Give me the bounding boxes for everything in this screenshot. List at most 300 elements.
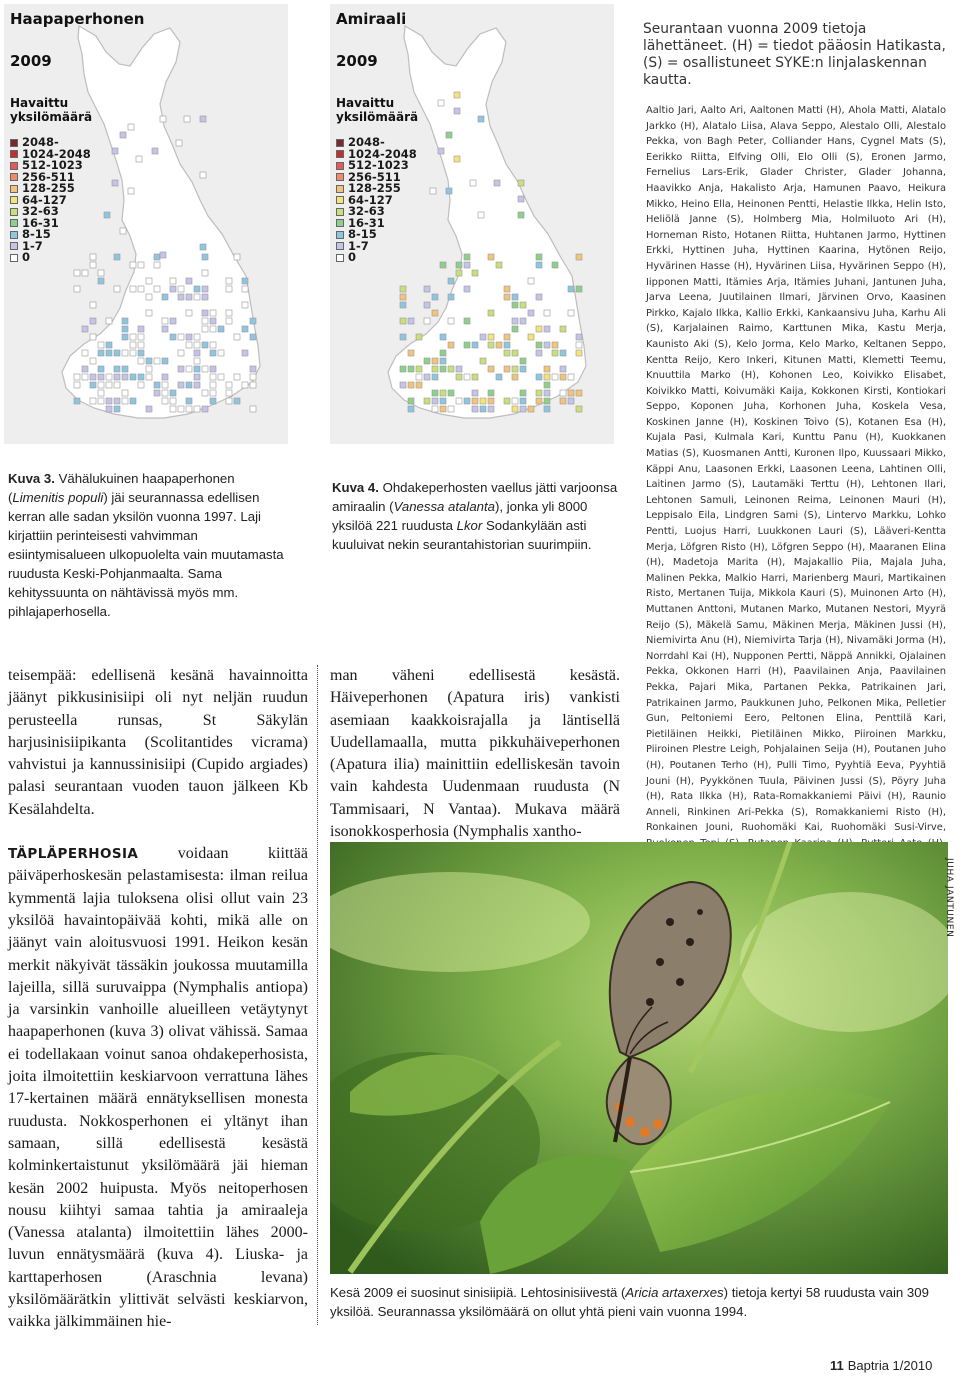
grid-cell	[432, 374, 438, 380]
grid-cell	[178, 350, 184, 356]
grid-cell	[130, 342, 136, 348]
grid-cell	[424, 318, 430, 324]
grid-cell	[202, 366, 208, 372]
grid-cell	[560, 398, 566, 404]
grid-cell	[162, 390, 168, 396]
photo-credit: JUHA JANTUNEN	[944, 858, 954, 938]
grid-cell	[250, 406, 256, 412]
grid-cell	[98, 342, 104, 348]
legend-swatch	[10, 162, 18, 170]
grid-cell	[448, 342, 454, 348]
grid-cell	[518, 196, 524, 202]
grid-cell	[432, 398, 438, 404]
grid-cell	[122, 318, 128, 324]
legend-label: 2048-	[22, 135, 59, 149]
legend-label: 0	[348, 250, 357, 264]
grid-cell	[106, 382, 112, 388]
grid-cell	[226, 390, 232, 396]
paragraph: teisempää: edellisenä kesänä havainnoitta jäänyt pikkusinisiipi oli nyt neljän ruudun perusteella runsas, St Säkylän harjusinisiipikanta (Scolitantides vicrama) vahvistui ja kannussinisiipi (Cupido argiades) palasi seurantaan vuoden tauon jälkeen Kb Kesälahdelta.	[8, 667, 308, 818]
grid-cell	[400, 294, 406, 300]
grid-cell	[536, 390, 542, 396]
grid-cell	[146, 278, 152, 284]
grid-cell	[194, 334, 200, 340]
grid-cell	[122, 390, 128, 396]
grid-cell	[488, 406, 494, 412]
grid-cell	[114, 286, 120, 292]
grid-cell	[464, 398, 470, 404]
grid-cell	[74, 382, 80, 388]
grid-cell	[162, 294, 168, 300]
grid-cell	[424, 398, 430, 404]
grid-cell	[440, 390, 446, 396]
grid-cell	[114, 398, 120, 404]
grid-cell	[138, 334, 144, 340]
grid-cell	[440, 350, 446, 356]
grid-cell	[520, 302, 526, 308]
grid-cell	[170, 334, 176, 340]
grid-cell	[162, 326, 168, 332]
caption-text: ), jonka yli 8000 yksilöä 221 ruudusta	[332, 499, 588, 533]
legend-heading: Havaittu yksilömäärä	[10, 96, 93, 124]
grid-cell	[576, 390, 582, 396]
grid-cell	[202, 310, 208, 316]
grid-cell	[424, 302, 430, 308]
grid-cell	[138, 374, 144, 380]
grid-cell	[520, 398, 526, 404]
grid-cell	[242, 382, 248, 388]
grid-cell	[544, 366, 550, 372]
grid-cell	[536, 294, 542, 300]
grid-cell	[488, 334, 494, 340]
legend-swatch	[336, 173, 344, 181]
species-name: Aricia artaxerxes	[625, 1285, 724, 1300]
species-name: Limenitis populi	[12, 490, 104, 505]
grid-cell	[152, 148, 158, 154]
grid-cell	[480, 406, 486, 412]
grid-cell	[130, 286, 136, 292]
map-year: 2009	[336, 52, 378, 70]
grid-cell	[448, 366, 454, 372]
grid-cell	[90, 374, 96, 380]
grid-cell	[448, 318, 454, 324]
grid-cell	[430, 188, 436, 194]
grid-cell	[176, 140, 182, 146]
grid-cell	[480, 334, 486, 340]
grid-cell	[440, 334, 446, 340]
legend-label: 1024-2048	[22, 146, 91, 161]
grid-cell	[454, 92, 460, 98]
grid-cell	[568, 374, 574, 380]
grid-cell	[488, 390, 494, 396]
paragraph: man väheni edellisestä kesästä. Häiveperhonen (Apatura iris) vankisti asemiaan kaakkoisrajalla ja läntisellä Uudellamaalla, mutta pikkuhäiveperhonen (Apatura ilia) mainittiin edelliskesän tavoin vain kahdesta Uudenmaan ruudusta (N Tammisaari, N Vantaa). Mukava määrä isonokkosperhosia (Nymphalis xantho-	[330, 667, 620, 841]
grid-cell	[170, 406, 176, 412]
grid-cell	[194, 406, 200, 412]
grid-cell	[194, 374, 200, 380]
grid-cell	[432, 390, 438, 396]
grid-cell	[170, 286, 176, 292]
grid-cell	[114, 406, 120, 412]
caption-text: ) jäi seurannassa edellisen kerran alle sadan yksilön vuonna 1997. Laji kirjattiin perinteisesti vahvimman esiintymisalueen ulkopuolelta vain muutamasta ruudusta Keski-Pohjanmaalta. Sama kehityssuunta on nähtävissä myös mm. pihlajaperhosella.	[8, 490, 284, 619]
grid-cell	[552, 342, 558, 348]
grid-cell	[568, 310, 574, 316]
grid-cell	[424, 374, 430, 380]
grid-cell	[186, 398, 192, 404]
grid-cell	[112, 148, 118, 154]
grid-cell	[210, 374, 216, 380]
grid-cell	[200, 172, 206, 178]
grid-cell	[504, 334, 510, 340]
legend-swatch	[336, 231, 344, 239]
grid-cell	[400, 334, 406, 340]
grid-cell	[98, 270, 104, 276]
grid-cell	[186, 310, 192, 316]
grid-cell	[528, 278, 534, 284]
grid-cell	[472, 342, 478, 348]
grid-cell	[162, 398, 168, 404]
grid-cell	[536, 326, 542, 332]
grid-cell	[186, 334, 192, 340]
legend-label: 16-31	[348, 215, 385, 230]
grid-cell	[154, 254, 160, 260]
grid-cell	[162, 382, 168, 388]
legend-heading: Havaittu yksilömäärä	[336, 96, 419, 124]
caption-text: Vähälukuinen haapaperhonen (	[8, 471, 235, 505]
grid-cell	[138, 358, 144, 364]
grid-cell	[210, 366, 216, 372]
grid-cell	[202, 270, 208, 276]
grid-cell	[74, 398, 80, 404]
legend-swatch	[10, 219, 18, 227]
legend-swatch	[10, 208, 18, 216]
grid-cell	[520, 406, 526, 412]
grid-cell	[234, 374, 240, 380]
grid-cell	[234, 334, 240, 340]
grid-cell	[114, 382, 120, 388]
contributors-heading: Seurantaan vuonna 2009 tietoja lähettäneet. (H) = tiedot pääosin Hatikasta, (S) = osallistuneet SYKE:n linjalaskennan kautta.	[643, 21, 946, 88]
grid-cell	[504, 286, 510, 292]
grid-cell	[130, 334, 136, 340]
legend-item	[336, 252, 417, 264]
grid-cell	[576, 342, 582, 348]
legend-label: 512-1023	[348, 158, 409, 172]
grid-cell	[568, 390, 574, 396]
grid-cell	[154, 262, 160, 268]
caption-label: Kuva 3.	[8, 471, 55, 486]
legend-label: 16-31	[22, 215, 59, 230]
grid-cell	[576, 406, 582, 412]
grid-cell	[544, 390, 550, 396]
grid-cell	[464, 286, 470, 292]
grid-cell	[464, 254, 470, 260]
grid-cell	[122, 350, 128, 356]
grid-cell	[186, 342, 192, 348]
page-number: 11	[830, 1358, 844, 1373]
grid-cell	[464, 262, 470, 268]
grid-cell	[130, 398, 136, 404]
legend-label: 0	[22, 250, 31, 264]
grid-cell	[162, 318, 168, 324]
grid-cell	[480, 358, 486, 364]
grid-cell	[178, 286, 184, 292]
grid-cell	[464, 342, 470, 348]
grid-cell	[250, 374, 256, 380]
grid-cell	[552, 262, 558, 268]
legend-swatch	[336, 162, 344, 170]
grid-cell	[194, 366, 200, 372]
grid-cell	[488, 398, 494, 404]
grid-cell	[82, 270, 88, 276]
grid-cell	[194, 350, 200, 356]
grid-cell	[146, 294, 152, 300]
grid-cell	[112, 180, 118, 186]
grid-cell	[520, 390, 526, 396]
contributors-list: Aaltio Jari, Aalto Ari, Aaltonen Matti (H), Ahola Matti, Alatalo Jarkko (H), Alatalo Liisa, Alava Seppo, Alestalo Olli, Alestalo Pekka, von Bagh Peter, Colliander Hans, Cygnel Mats (S), Eerikko Riitta, Elfving Olli, Elo Olli (S), Eronen Jarmo, Fernelius Lars-Erik, Glader Christer, Glader Johanna, Haavikko Anja, Hakalisto Arja, Hamunen Paavo, Heikura Mikko, Heino Ella, Heinonen Pentti, Helastie Ilkka, Helin Isto, Heliölä Janne (S), Holmberg Mia, Holmiluoto Ari (H), Horneman Risto, Hotanen Riitta, Huhtanen Jarmo, Hyttinen Erkki, Hyttinen Juha, Hyttinen Kaarina, Hytönen Reijo, Hyvärinen Hasse (H), Hyvärinen Liisa, Hyvärinen Seppo (H), Iipponen Matti, Itämies Arja, Itämies Juhani, Jantunen Juha, Jarva Leena, Juutilainen Ilmari, Järvinen Orvo, Kaasinen Pirkko, Kajalo Ilkka, Kallio Erkki, Kankaansivu Juha, Karhu Ali (S), Karjalainen Raimo, Karttunen Mika, Kastu Merja, Kaunisto Aki (S), Kelo Jorma, Kelo Marko, Keltanen Seppo, Kentta Reijo, Kero Inkeri, Kitunen Matti, Klemetti Teemu, Knuuttila Marko (H), Kohonen Leo, Koivikko Elisabet, Koivikko Matti, Koivumäki Kaija, Kokkonen Kirsti, Kontiokari Seppo, Koponen Juha, Korhonen Juha, Koskela Vesa, Koskinen Janne (H), Koskinen Toivo (S), Kotanen Esa (H), Kujala Pasi, Kulmala Kari, Kunttu Panu (H), Kuokkanen Matias (S), Kuosmanen Antti, Kuronen Ilpo, Kuussaari Mikko, Käppi Anu, Laasonen Erkki, Laasonen Leena, Lahtinen Olli, Laitinen Jarmo (S), Lautamäki Terttu (H), Lehtonen Ilari, Lehtonen Samuli, Leinonen Reima, Leinonen Mauri (H), Leppisalo Eila, Lindgren Sami (S), Lintervo Markku, Lohko Pentti, Luojus Harri, Luukkonen Lauri (S), Lääveri-Kentta Merja, Löfgren Risto (H), Löfgren Seppo (H), Maaranen Elina (H), Madetoja Marita (H), Majakallio Piia, Majala Juha, Malinen Pekka, Malkio Harri, Marienberg Mauri, Martikainen Risto, Mertanen Tuija, Mikkola Kauri (S), Muinonen Arto (H), Muttanen Anttoni, Mutanen Marko, Mutanen Nestori, Myyrä Reijo (S), Mäkelä Samu, Mäkinen Merja, Mäkinen Jussi (H), Niemivirta Anu (H), Niemivirta Tarja (H), Nivamäki Jorma (H), Norrdahl Kai (H), Nupponen Pertti, Näppä Annikki, Ojalainen Pekka, Okkonen Harri (H), Paavilainen Anja, Paavilainen Pekka, Pajari Mika, Partanen Pekka, Patrikainen Jari, Patrikainen Jarmo, Paukkunen Juho, Pelkonen Mika, Pelletier Gun, Peltoniemi Eero, Peltonen Elina, Penttilä Kari, Pietiläinen Heikki, Pietiläinen Mikko, Piiroinen Markku, Piiroinen Plestre Leigh, Pohjalainen Seija (H), Poutanen Juho (H), Poutanen Terho (H), Pulli Timo, Pyyhtiä Eeva, Pyyhtiä Jouni (H), Pyykkönen Tuula, Päivinen Jussi (S), Pöyry Juha (H), Rata Ilkka (H), Rata-Romakkaniemi Päivi (H), Raunio Anneli, Rinkinen Ari-Pekka (S), Romakkaniemi Risto (H), Ronkainen Jouni, Ruohomäki Kai, Ruohomäki Susi-Virve,	[646, 105, 946, 834]
grid-cell	[138, 382, 144, 388]
grid-cell	[544, 406, 550, 412]
grid-cell	[202, 318, 208, 324]
grid-cell	[472, 374, 478, 380]
grid-cell	[454, 108, 460, 114]
grid-cell	[544, 310, 550, 316]
figure-caption-3	[8, 469, 290, 621]
map-title: Haapaperhonen	[10, 10, 145, 28]
grid-cell	[178, 406, 184, 412]
grid-cell	[154, 286, 160, 292]
grid-cell	[226, 318, 232, 324]
grid-cell	[138, 326, 144, 332]
grid-cell	[488, 342, 494, 348]
grid-cell	[122, 326, 128, 332]
legend-swatch	[10, 173, 18, 181]
grid-cell	[504, 366, 510, 372]
grid-cell	[90, 254, 96, 260]
grid-cell	[480, 398, 486, 404]
legend-label: 32-63	[22, 204, 59, 218]
legend-label: 256-511	[348, 169, 401, 184]
grid-cell	[446, 188, 452, 194]
caption-text: Sodankylään asti kuuluivat nekin seurantahistorian suurimpiin.	[332, 518, 592, 552]
grid-cell	[512, 326, 518, 332]
grid-cell	[448, 390, 454, 396]
grid-cell	[408, 382, 414, 388]
grid-cell	[106, 374, 112, 380]
grid-cell	[178, 334, 184, 340]
place-code: Lkor	[456, 518, 483, 533]
grid-cell	[518, 180, 524, 186]
grid-cell	[90, 262, 96, 268]
grid-cell	[576, 350, 582, 356]
caption-text: Kesä 2009 ei suosinut sinisiipiä. Lehtosinisiivestä (	[330, 1285, 626, 1300]
legend-swatch	[336, 219, 344, 227]
grid-cell	[456, 374, 462, 380]
grid-cell	[416, 334, 422, 340]
caption-label: Kuva 4.	[332, 480, 379, 495]
caption-text: Ohdakeperhosten vaellus jätti varjoonsa amiraalin (	[332, 480, 618, 514]
grid-cell	[106, 342, 112, 348]
grid-cell	[226, 382, 232, 388]
legend-label: 64-127	[348, 192, 393, 207]
grid-cell	[98, 366, 104, 372]
grid-cell	[202, 342, 208, 348]
grid-cell	[560, 374, 566, 380]
grid-cell	[202, 406, 208, 412]
grid-cell	[106, 318, 112, 324]
map-legend	[10, 137, 91, 264]
grid-cell	[202, 294, 208, 300]
grid-cell	[186, 294, 192, 300]
grid-cell	[512, 406, 518, 412]
grid-cell	[250, 318, 256, 324]
grid-cell	[128, 188, 134, 194]
grid-cell	[496, 262, 502, 268]
grid-cell	[472, 398, 478, 404]
grid-cell	[178, 366, 184, 372]
grid-cell	[400, 302, 406, 308]
grid-cell	[448, 294, 454, 300]
grid-cell	[98, 398, 104, 404]
grid-cell	[456, 270, 462, 276]
legend-swatch	[10, 150, 18, 158]
grid-cell	[90, 302, 96, 308]
grid-cell	[446, 132, 452, 138]
legend-swatch	[336, 254, 344, 262]
grid-cell	[512, 366, 518, 372]
grid-cell	[456, 366, 462, 372]
grid-cell	[186, 382, 192, 388]
grid-cell	[512, 302, 518, 308]
grid-cell	[440, 366, 446, 372]
grid-cell	[146, 358, 152, 364]
grid-cell	[74, 286, 80, 292]
grid-cell	[162, 358, 168, 364]
grid-cell	[138, 350, 144, 356]
grid-cell	[202, 254, 208, 260]
grid-cell	[226, 286, 232, 292]
grid-cell	[202, 326, 208, 332]
grid-cell	[114, 374, 120, 380]
grid-cell	[504, 350, 510, 356]
grid-cell	[138, 286, 144, 292]
grid-cell	[226, 398, 232, 404]
grid-cell	[544, 382, 550, 388]
legend-label: 256-511	[22, 169, 75, 184]
grid-cell	[568, 286, 574, 292]
paragraph-text: voidaan kiittää päiväperhoskesän pelastamisesta: ilman reilua kymmentä lajia tuloksena olisi ollut vain 23 yksilöä havaintopäivää kohti, mikä alle on jäänyt vain aloitusvuosi 1991. Heikon kesän merkit näkyivät tässäkin joukossa muutamilla lajeilla, sillä suruvaippa (Nymphalis antiopa) ja varsinkin vanhoille alueilleen vetäytynyt haapaperhonen (kuva 3) olivat vähissä. Samaa ei todellakaan voinut sanoa ohdakeperhosista, joita ilmoitettiin keskiarvoon verrattuna lähes 17-kertainen määrä ennätyksellisen monesta ruudusta. Nokkosperhonen ei yltänyt ihan samaan, sillä edellisestä kesästä kolminkertaistunut yksilömäärä jäi hieman kesän 2002 huipusta. Myös neitoperhosen nousu kiihtyi samaa tahtia ja amiraaleja (Vanessa atalanta) ilmoitettiin lähes 2000-luvun ennätysmäärä (kuva 4). Liuska- ja karttaperhosen (Araschnia levana) yksilömäärätkin ylittivät selvästi keskiarvon, vaikka jälkimmäinen hie-	[8, 845, 308, 1331]
legend-label: 128-255	[348, 181, 401, 195]
grid-cell	[138, 262, 144, 268]
legend-label: 8-15	[22, 227, 51, 241]
grid-cell	[146, 374, 152, 380]
grid-cell	[90, 382, 96, 388]
grid-cell	[90, 334, 96, 340]
legend-swatch	[336, 196, 344, 204]
journal-issue: Baptria 1/2010	[847, 1358, 933, 1373]
grid-cell	[400, 382, 406, 388]
grid-cell	[576, 334, 582, 340]
grid-cell	[440, 358, 446, 364]
grid-cell	[226, 278, 232, 284]
grid-cell	[560, 326, 566, 332]
grid-cell	[408, 350, 414, 356]
grid-cell	[504, 342, 510, 348]
grid-cell	[494, 180, 500, 186]
grid-cell	[512, 374, 518, 380]
grid-cell	[408, 406, 414, 412]
grid-cell	[122, 366, 128, 372]
legend-label: 1-7	[348, 238, 369, 253]
grid-cell	[114, 366, 120, 372]
grid-cell	[576, 286, 582, 292]
section-heading: TÄPLÄPERHOSIA	[8, 846, 139, 863]
grid-cell	[424, 358, 430, 364]
legend-swatch	[10, 242, 18, 250]
grid-cell	[552, 350, 558, 356]
grid-cell	[488, 254, 494, 260]
grid-cell	[488, 310, 494, 316]
grid-cell	[146, 406, 152, 412]
grid-cell	[536, 254, 542, 260]
grid-cell	[250, 366, 256, 372]
grid-cell	[568, 398, 574, 404]
grid-cell	[528, 406, 534, 412]
grid-cell	[74, 270, 80, 276]
grid-cell	[184, 116, 190, 122]
grid-cell	[512, 350, 518, 356]
legend-label: 128-255	[22, 181, 75, 195]
grid-cell	[470, 180, 476, 186]
grid-cell	[90, 358, 96, 364]
paragraph	[8, 843, 308, 1334]
grid-cell	[456, 262, 462, 268]
caption-text: ) tietoja kertyi 58 ruudusta vain 309 yksilöä. Seurannassa yksilömäärä on ollut yhtä pieni vain vuonna 1994.	[330, 1285, 929, 1319]
grid-cell	[178, 382, 184, 388]
grid-cell	[170, 398, 176, 404]
grid-cell	[210, 318, 216, 324]
map-year: 2009	[10, 52, 52, 70]
grid-cell	[82, 350, 88, 356]
grid-cell	[146, 366, 152, 372]
legend-swatch	[336, 185, 344, 193]
grid-cell	[120, 228, 126, 234]
grid-cell	[160, 252, 166, 258]
grid-cell	[512, 294, 518, 300]
grid-cell	[106, 350, 112, 356]
grid-cell	[472, 270, 478, 276]
grid-cell	[98, 382, 104, 388]
grid-cell	[448, 406, 454, 412]
grid-cell	[130, 262, 136, 268]
body-text-middle	[330, 665, 620, 843]
grid-cell	[520, 318, 526, 324]
grid-cell	[98, 350, 104, 356]
grid-cell	[560, 350, 566, 356]
grid-cell	[210, 390, 216, 396]
legend-swatch	[336, 139, 344, 147]
legend-label: 64-127	[22, 192, 67, 207]
grid-cell	[200, 244, 206, 250]
grid-cell	[242, 350, 248, 356]
grid-cell	[512, 318, 518, 324]
map-amiraali	[330, 4, 614, 444]
legend-swatch	[336, 208, 344, 216]
map-haapaperhonen	[4, 4, 288, 444]
grid-cell	[424, 286, 430, 292]
grid-cell	[536, 342, 542, 348]
grid-cell	[186, 278, 192, 284]
grid-cell	[194, 342, 200, 348]
grid-cell	[432, 294, 438, 300]
legend-swatch	[10, 139, 18, 147]
